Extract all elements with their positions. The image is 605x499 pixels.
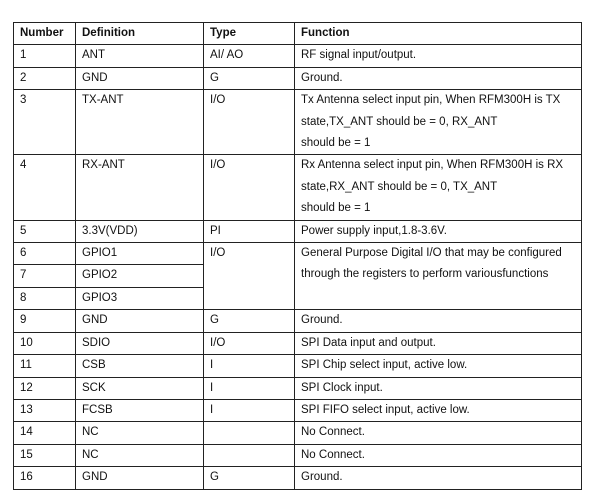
function-line: Rx Antenna select input pin, When RFM300H is RX <box>301 159 564 172</box>
function-line: should be = 1 <box>301 137 371 150</box>
cell-function <box>295 220 582 242</box>
cell-definition: FCSB <box>76 399 204 421</box>
cell-function <box>295 67 582 89</box>
cell-definition: SDIO <box>76 332 204 354</box>
cell-function <box>295 90 582 155</box>
cell-type: G <box>204 467 295 489</box>
cell-function <box>295 243 582 310</box>
cell-type: I/O <box>204 155 295 220</box>
function-line: should be = 1 <box>301 202 371 215</box>
function-line: SPI Data input and output. <box>301 336 436 349</box>
cell-definition: GPIO2 <box>76 265 204 287</box>
cell-function <box>295 422 582 444</box>
cell-definition: CSB <box>76 355 204 377</box>
cell-type: I/O <box>204 243 295 310</box>
table-row <box>14 45 582 67</box>
cell-type: G <box>204 67 295 89</box>
function-line: Power supply input,1.8-3.6V. <box>301 224 447 237</box>
cell-definition: NC <box>76 422 204 444</box>
function-line: No Connect. <box>301 426 365 439</box>
table-row <box>14 467 582 489</box>
cell-definition: 3.3V(VDD) <box>76 220 204 242</box>
cell-number: 15 <box>14 444 76 466</box>
function-line: RF signal input/output. <box>301 49 417 62</box>
cell-number: 4 <box>14 155 76 220</box>
cell-definition: GND <box>76 310 204 332</box>
cell-type: AI/ AO <box>204 45 295 67</box>
cell-type: I <box>204 377 295 399</box>
table-row <box>14 355 582 377</box>
cell-function <box>295 155 582 220</box>
cell-type <box>204 444 295 466</box>
cell-number: 7 <box>14 265 76 287</box>
cell-definition: NC <box>76 444 204 466</box>
function-line: SPI FIFO select input, active low. <box>301 403 470 416</box>
function-line: SPI Chip select input, active low. <box>301 359 468 372</box>
cell-definition: SCK <box>76 377 204 399</box>
table-row <box>14 67 582 89</box>
table-header-row <box>14 23 582 45</box>
cell-function <box>295 332 582 354</box>
function-line: Ground. <box>301 71 343 84</box>
header-function: Function <box>295 23 582 45</box>
function-line: Ground. <box>301 471 343 484</box>
cell-type: I <box>204 399 295 421</box>
cell-number: 1 <box>14 45 76 67</box>
cell-definition: ANT <box>76 45 204 67</box>
cell-function <box>295 444 582 466</box>
table-row <box>14 90 582 155</box>
cell-type: I/O <box>204 332 295 354</box>
table-row <box>14 332 582 354</box>
cell-type: PI <box>204 220 295 242</box>
pin-definition-table <box>13 22 582 490</box>
cell-number: 14 <box>14 422 76 444</box>
table-row <box>14 422 582 444</box>
cell-function <box>295 399 582 421</box>
cell-definition: GND <box>76 67 204 89</box>
cell-number: 3 <box>14 90 76 155</box>
cell-number: 8 <box>14 287 76 309</box>
cell-function <box>295 310 582 332</box>
header-definition: Definition <box>76 23 204 45</box>
cell-definition: GPIO1 <box>76 243 204 265</box>
function-line: Ground. <box>301 314 343 327</box>
cell-type: I <box>204 355 295 377</box>
cell-definition: GND <box>76 467 204 489</box>
function-line: state,RX_ANT should be = 0, TX_ANT <box>301 180 498 193</box>
function-line: General Purpose Digital I/O that may be configured <box>301 247 562 260</box>
cell-type: I/O <box>204 90 295 155</box>
header-type: Type <box>204 23 295 45</box>
function-line: SPI Clock input. <box>301 381 383 394</box>
table-row <box>14 399 582 421</box>
cell-number: 2 <box>14 67 76 89</box>
cell-number: 11 <box>14 355 76 377</box>
cell-function <box>295 355 582 377</box>
function-line: through the registers to perform variousfunctions <box>301 268 549 281</box>
cell-type: G <box>204 310 295 332</box>
table-row <box>14 243 582 265</box>
cell-number: 6 <box>14 243 76 265</box>
function-line: state,TX_ANT should be = 0, RX_ANT <box>301 115 498 128</box>
cell-number: 12 <box>14 377 76 399</box>
cell-definition: TX-ANT <box>76 90 204 155</box>
cell-number: 10 <box>14 332 76 354</box>
cell-definition: GPIO3 <box>76 287 204 309</box>
table-row <box>14 155 582 220</box>
table-row <box>14 444 582 466</box>
table-row <box>14 377 582 399</box>
cell-function <box>295 467 582 489</box>
cell-number: 16 <box>14 467 76 489</box>
cell-function <box>295 377 582 399</box>
cell-number: 5 <box>14 220 76 242</box>
cell-type <box>204 422 295 444</box>
table-row <box>14 220 582 242</box>
cell-number: 13 <box>14 399 76 421</box>
cell-definition: RX-ANT <box>76 155 204 220</box>
table-row <box>14 310 582 332</box>
cell-number: 9 <box>14 310 76 332</box>
cell-function <box>295 45 582 67</box>
function-line: Tx Antenna select input pin, When RFM300H is TX <box>301 94 561 107</box>
function-line: No Connect. <box>301 448 365 461</box>
header-number: Number <box>14 23 76 45</box>
